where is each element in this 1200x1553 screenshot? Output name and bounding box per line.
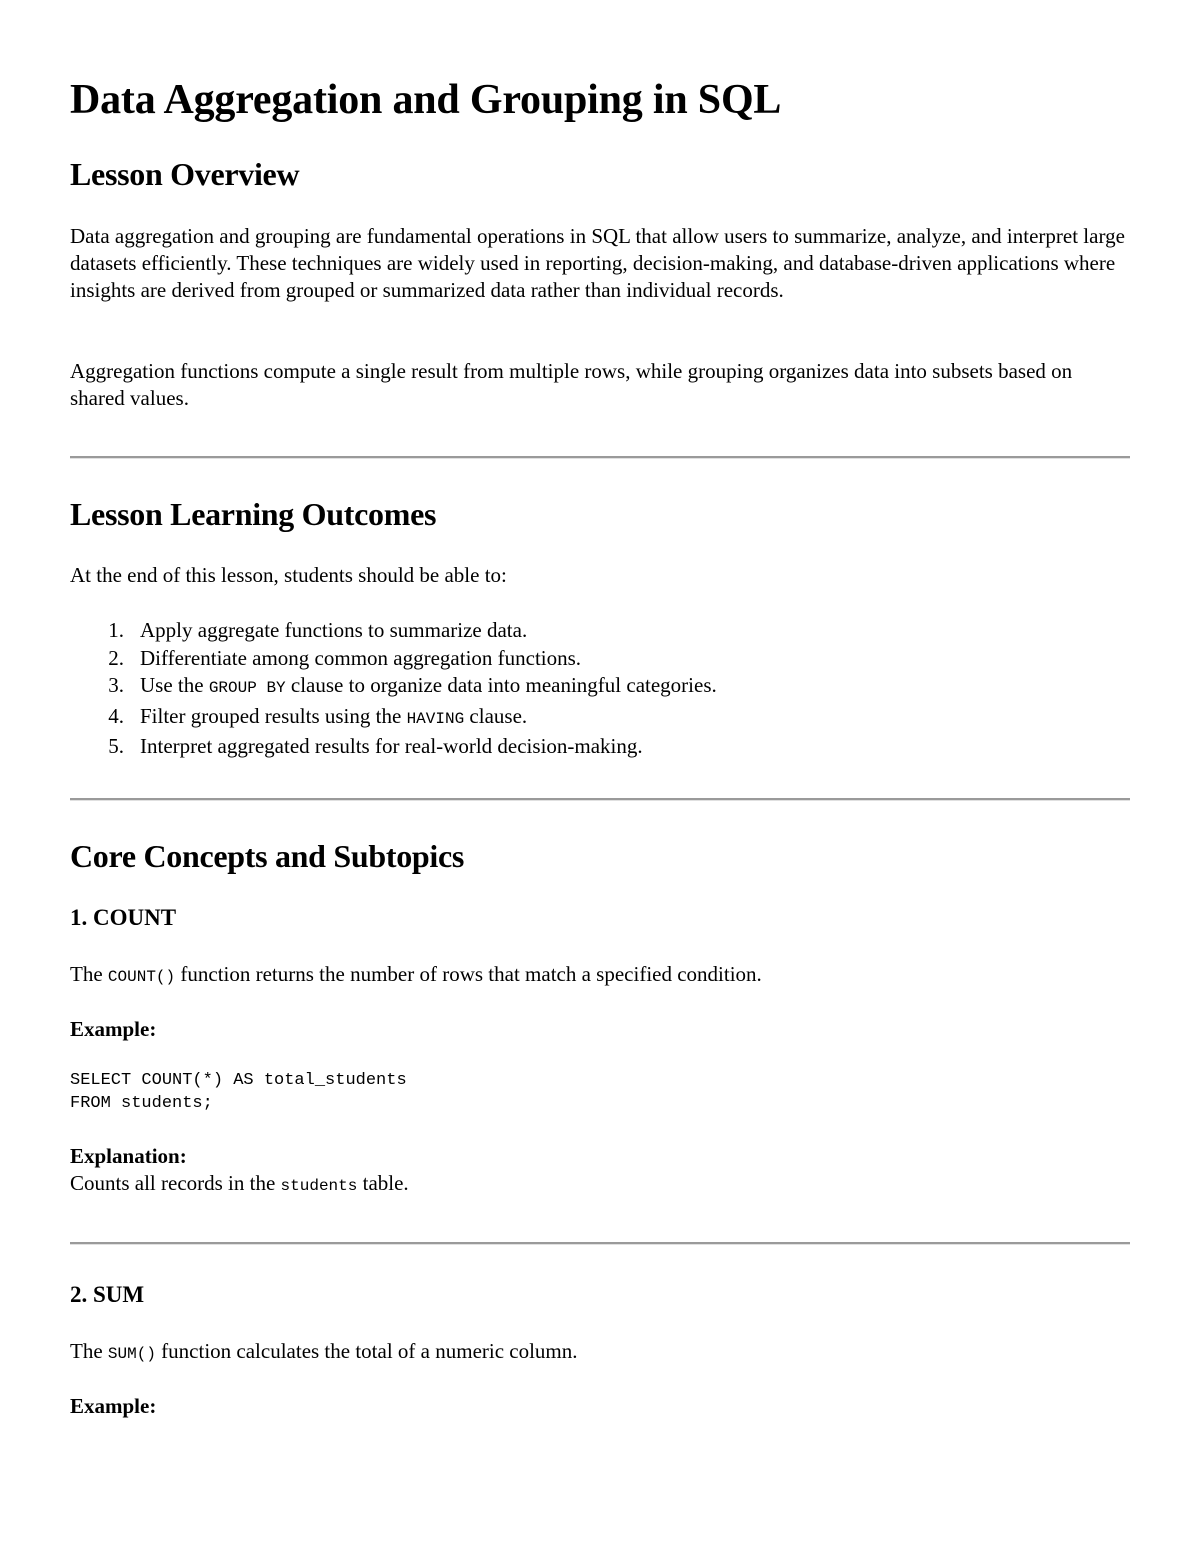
outcome-item bbox=[70, 645, 717, 673]
outcomes-heading: Lesson Learning Outcomes bbox=[70, 496, 437, 532]
outcome-number: 2. bbox=[108, 645, 124, 670]
outcome-text: Filter grouped results using the bbox=[140, 703, 407, 728]
section-divider bbox=[70, 456, 1130, 459]
outcome-text: clause to organize data into meaningful categories. bbox=[285, 673, 717, 698]
outcome-code: GROUP BY bbox=[208, 679, 286, 698]
outcome-item bbox=[70, 703, 717, 734]
sum-desc-text: The bbox=[70, 1339, 108, 1363]
outcome-number: 1. bbox=[108, 618, 124, 642]
sum-desc-code: SUM() bbox=[107, 1345, 156, 1363]
sum-desc-text: function calculates the total of a numeric column. bbox=[155, 1339, 578, 1363]
outcome-text: Apply aggregate functions to summarize data. bbox=[140, 618, 528, 642]
section-divider bbox=[70, 798, 1130, 801]
outcomes-intro: At the end of this lesson, students should be able to: bbox=[70, 563, 507, 587]
outcomes-list bbox=[70, 617, 717, 761]
count-description bbox=[70, 961, 1132, 991]
document-title: Data Aggregation and Grouping in SQL bbox=[70, 77, 782, 123]
outcome-text: clause. bbox=[464, 703, 528, 728]
overview-heading: Lesson Overview bbox=[70, 156, 300, 192]
count-explanation-label: Explanation: bbox=[70, 1144, 187, 1168]
outcome-code: HAVING bbox=[406, 709, 465, 728]
count-desc-code: COUNT() bbox=[107, 968, 176, 986]
outcome-number: 4. bbox=[108, 703, 124, 728]
core-heading: Core Concepts and Subtopics bbox=[70, 838, 465, 874]
count-desc-text: The bbox=[70, 962, 108, 986]
count-explanation bbox=[70, 1170, 1132, 1200]
count-explanation-text: table. bbox=[357, 1171, 409, 1195]
sum-description bbox=[70, 1338, 1132, 1368]
outcome-item bbox=[70, 672, 717, 703]
outcome-number: 5. bbox=[108, 734, 124, 759]
outcome-item bbox=[70, 733, 717, 761]
outcome-number: 3. bbox=[108, 673, 124, 698]
sum-heading: 2. SUM bbox=[70, 1282, 145, 1307]
overview-paragraph-2: Aggregation functions compute a single result from multiple rows, while grouping organizes data into subsets based on shared values. bbox=[70, 359, 1073, 410]
count-heading: 1. COUNT bbox=[70, 905, 177, 930]
outcome-text: Use the bbox=[140, 673, 209, 698]
sum-example-label: Example: bbox=[70, 1394, 157, 1418]
outcome-text: Interpret aggregated results for real-world decision-making. bbox=[140, 734, 643, 759]
count-code-block: SELECT COUNT(*) AS total_students FROM students; bbox=[70, 1071, 407, 1113]
count-desc-text: function returns the number of rows that match a specified condition. bbox=[175, 962, 762, 986]
outcome-item bbox=[70, 617, 717, 645]
count-example-label: Example: bbox=[70, 1017, 157, 1041]
count-explanation-text: Counts all records in the bbox=[70, 1171, 281, 1195]
section-divider bbox=[70, 1242, 1130, 1245]
count-explanation-code: students bbox=[280, 1177, 358, 1195]
overview-paragraph-1: Data aggregation and grouping are fundamental operations in SQL that allow users to summarize, analyze, and interpret large datasets efficiently. These techniques are widely used in reporting, decision-making, and database-driven applications where insights are derived from grouped or summarized data rather than individual records. bbox=[70, 224, 1125, 302]
outcome-text: Differentiate among common aggregation functions. bbox=[140, 645, 582, 670]
